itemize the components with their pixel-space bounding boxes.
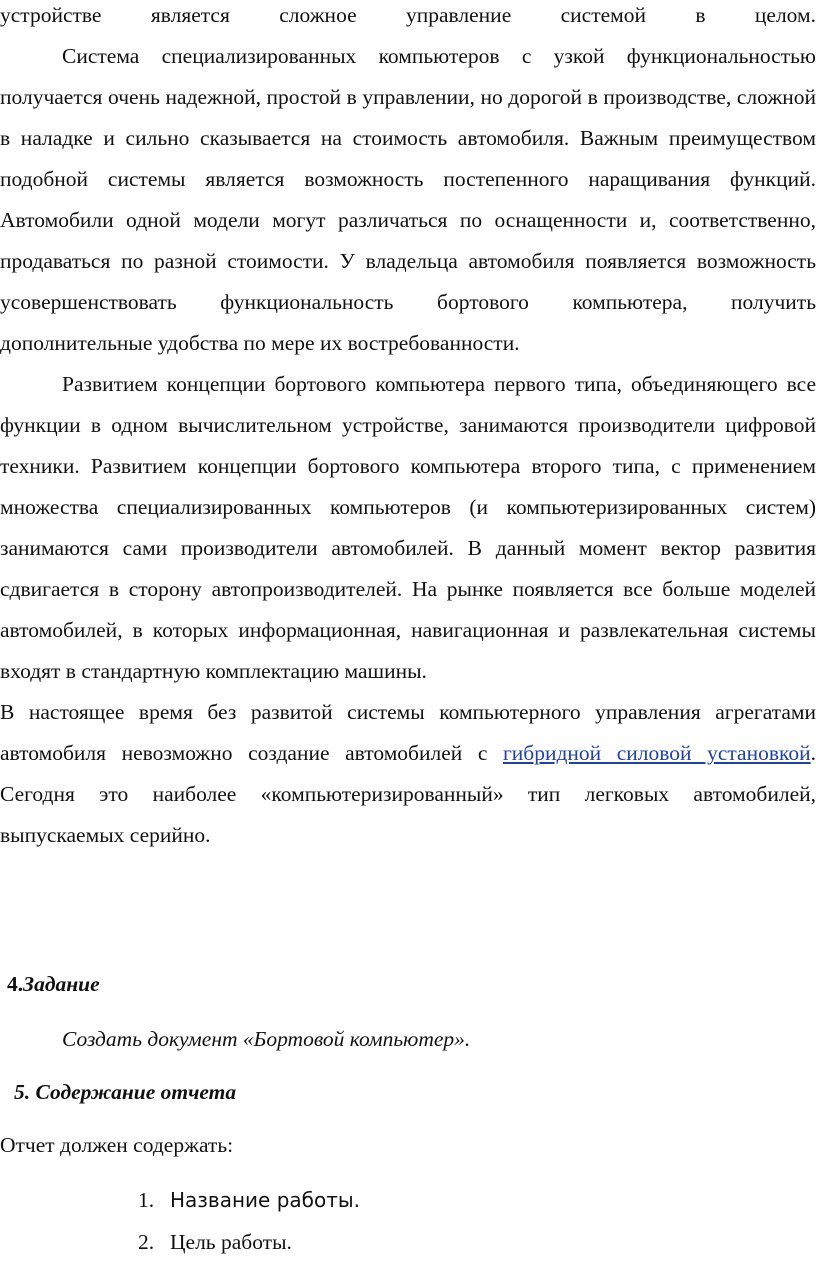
- hybrid-powertrain-link[interactable]: гибридной силовой установкой: [502, 741, 811, 765]
- list-item: [138, 1227, 292, 1257]
- paragraph-hybrid: [0, 692, 816, 856]
- list-item-label: Цель работы.: [170, 1230, 292, 1254]
- section-4-heading: [7, 969, 100, 999]
- list-marker: 2.: [138, 1230, 155, 1254]
- section-5-heading: 5. Содержание отчета: [14, 1080, 237, 1104]
- section-4-number: 4.: [7, 972, 24, 996]
- paragraph-hybrid-end: . Сегодня это наиболее «компьютеризированный» тип легковых автомобилей, выпускаемых серийно.: [0, 741, 816, 847]
- paragraph-hybrid-start: В настоящее время без развитой системы компьютерного управления агрегатами автомобиля невозможно создание автомобилей с: [0, 700, 816, 765]
- paragraph-continuation: устройстве является сложное управление системой в целом.: [0, 3, 816, 27]
- list-marker: 1.: [138, 1188, 155, 1212]
- report-intro: Отчет должен содержать:: [0, 1133, 234, 1157]
- list-item: [138, 1185, 360, 1215]
- task-text: Создать документ «Бортовой компьютер».: [62, 1027, 471, 1051]
- section-4-title: Задание: [23, 972, 100, 996]
- paragraph-specialized-computers: Система специализированных компьютеров с узкой функциональностью получается очень надежной, простой в управлении, но дорогой в производстве, сложной в наладке и сильно сказывается на стоимость автомобиля. Важным преимуществом подобной системы является возможность постепенного наращивания функций. Автомобили одной модели могут различаться по оснащенности и, соответственно, продаваться по разной стоимости. У владельца автомобиля появляется возможность усовершенствовать функциональность бортового компьютера, получить дополнительные удобства по мере их востребованности.: [0, 44, 816, 355]
- list-item-label: Название работы.: [170, 1188, 361, 1212]
- paragraph-concept-development: Развитием концепции бортового компьютера первого типа, объединяющего все функции в одном вычислительном устройстве, занимаются производители цифровой техники. Развитием концепции бортового компьютера второго типа, с применением множества специализированных компьютеров (и компьютеризированных систем) занимаются сами производители автомобилей. В данный момент вектор развития сдвигается в сторону автопроизводителей. На рынке появляется все больше моделей автомобилей, в которых информационная, навигационная и развлекательная системы входят в стандартную комплектацию машины.: [0, 372, 816, 683]
